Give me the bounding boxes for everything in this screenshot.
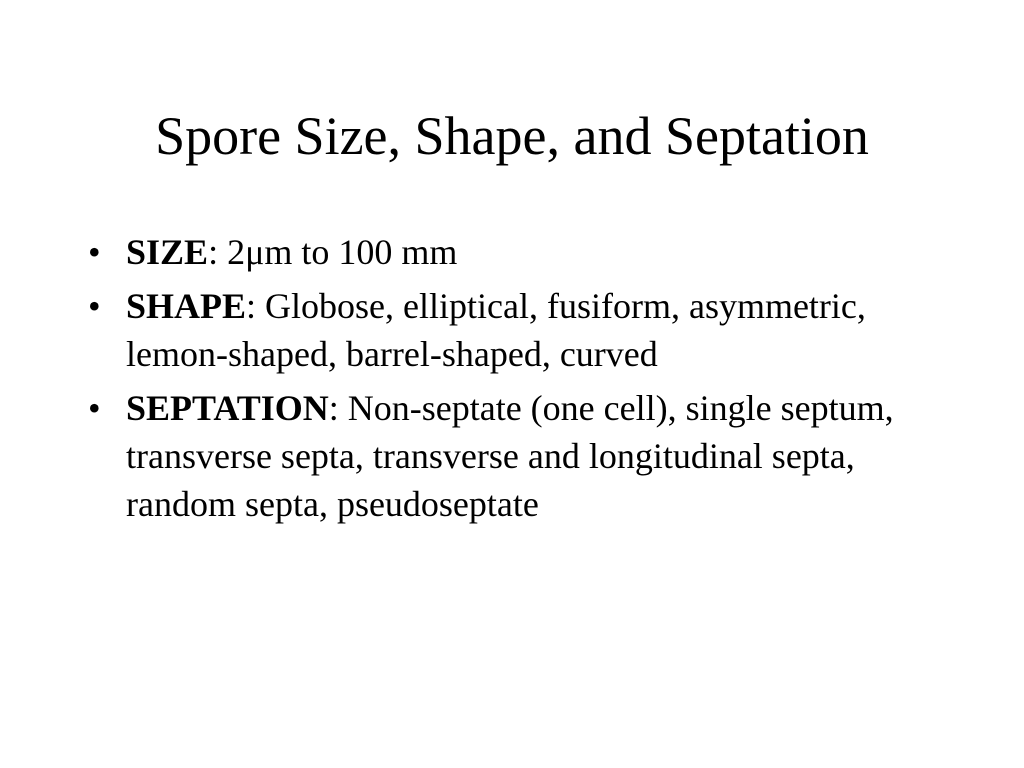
bullet-dot-icon: • <box>88 286 101 326</box>
bullet-item-size <box>88 228 948 276</box>
bullet-dot-icon: • <box>88 388 101 428</box>
bullet-term-septation: SEPTATION <box>126 388 329 428</box>
bullet-item-shape <box>88 282 948 378</box>
bullet-item-septation <box>88 384 948 528</box>
bullet-text-shape: Globose, elliptical, fusiform, asymmetric, lemon-shaped, barrel-shaped, curved <box>126 286 866 374</box>
slide-title: Spore Size, Shape, and Septation <box>155 106 869 166</box>
bullet-text-size: 2μm to 100 mm <box>227 232 458 272</box>
bullet-separator: : <box>246 286 266 326</box>
bullet-text-septation: Non-septate (one cell), single septum, transverse septa, transverse and longitudinal septa, random septa, pseudoseptate <box>126 388 894 524</box>
bullet-list <box>88 228 948 534</box>
bullet-term-shape: SHAPE <box>126 286 247 326</box>
bullet-separator: : <box>328 388 348 428</box>
bullet-separator: : <box>208 232 228 272</box>
bullet-dot-icon: • <box>88 232 101 272</box>
bullet-term-size: SIZE <box>126 232 209 272</box>
